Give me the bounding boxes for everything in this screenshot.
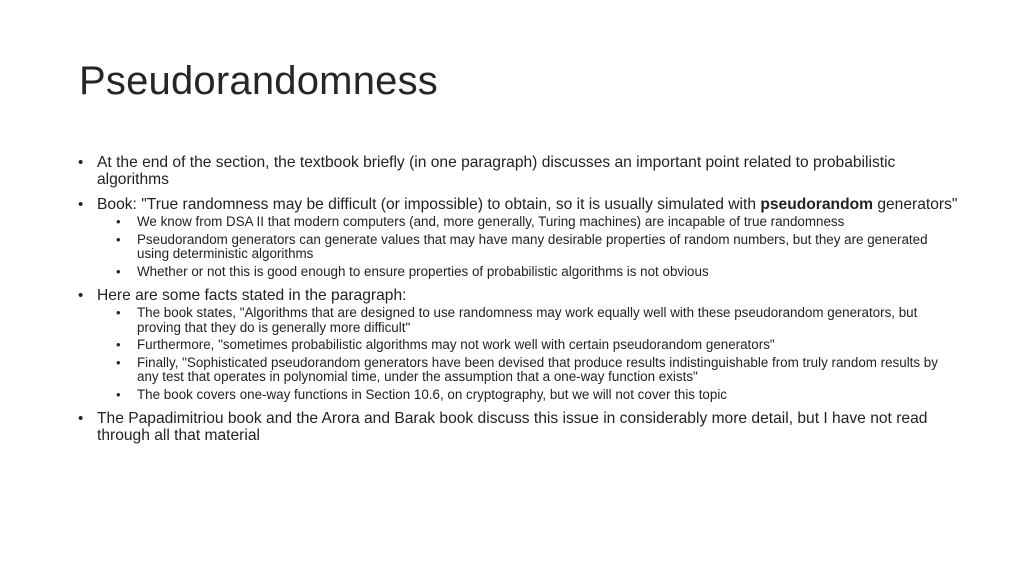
bullet-icon: • [116,231,121,247]
bullet-item-4 [78,410,958,444]
bullet-text-end: generators" [873,196,958,213]
bullet-icon: • [78,196,84,213]
bullet-icon: • [78,410,84,427]
slide-body [78,154,958,444]
sub-bullet-item [116,356,958,385]
bullet-text: At the end of the section, the textbook briefly (in one paragraph) discusses an important point related to probabilistic algorithms [97,154,896,188]
bullet-icon: • [116,354,121,370]
sub-bullet-item [116,233,958,262]
bullet-text-start: Book: "True randomness may be difficult (or impossible) to obtain, so it is usually simulated with [97,196,761,213]
bullet-icon: • [116,263,121,279]
bullet-icon: • [116,214,121,229]
sub-bullet-text: The book covers one-way functions in Section 10.6, on cryptography, but we will not cover this topic [137,386,727,402]
bullet-icon: • [78,154,84,171]
sublist-item-3 [78,306,958,402]
sub-bullet-item [116,338,958,353]
bullet-icon: • [116,386,121,402]
bullet-text: Here are some facts stated in the paragraph: [97,287,407,304]
sub-bullet-text: We know from DSA II that modern computers (and, more generally, Turing machines) are incapable of true randomness [137,214,845,229]
bullet-item-1 [78,154,958,188]
bullet-item-3 [78,287,958,304]
sub-bullet-item [116,215,958,230]
sub-bullet-text: Finally, "Sophisticated pseudorandom generators have been devised that produce results indistinguishable from truly random results by any test that operates in polynomial time, under the assumption that a one-way function exists" [137,354,938,384]
sub-bullet-text: Furthermore, "sometimes probabilistic algorithms may not work well with certain pseudorandom generators" [137,337,775,352]
sub-bullet-item [116,265,958,280]
sublist-item-2 [78,215,958,279]
bullet-icon: • [116,337,121,352]
bullet-item-2 [78,196,958,213]
sub-bullet-item [116,306,958,335]
sub-bullet-text: Whether or not this is good enough to ensure properties of probabilistic algorithms is not obvious [137,263,709,279]
bullet-text-bold: pseudorandom [760,196,873,213]
sub-bullet-text: Pseudorandom generators can generate values that may have many desirable properties of random numbers, but they are generated using deterministic algorithms [137,231,928,261]
bullet-icon: • [78,287,84,304]
sub-bullet-text: The book states, "Algorithms that are designed to use randomness may work equally well with these pseudorandom generators, but proving that they do is generally more difficult" [137,305,918,335]
slide-title: Pseudorandomness [79,59,438,103]
sub-bullet-item [116,388,958,403]
bullet-icon: • [116,305,121,320]
bullet-text: The Papadimitriou book and the Arora and Barak book discuss this issue in considerably more detail, but I have not read through all that material [97,410,928,444]
